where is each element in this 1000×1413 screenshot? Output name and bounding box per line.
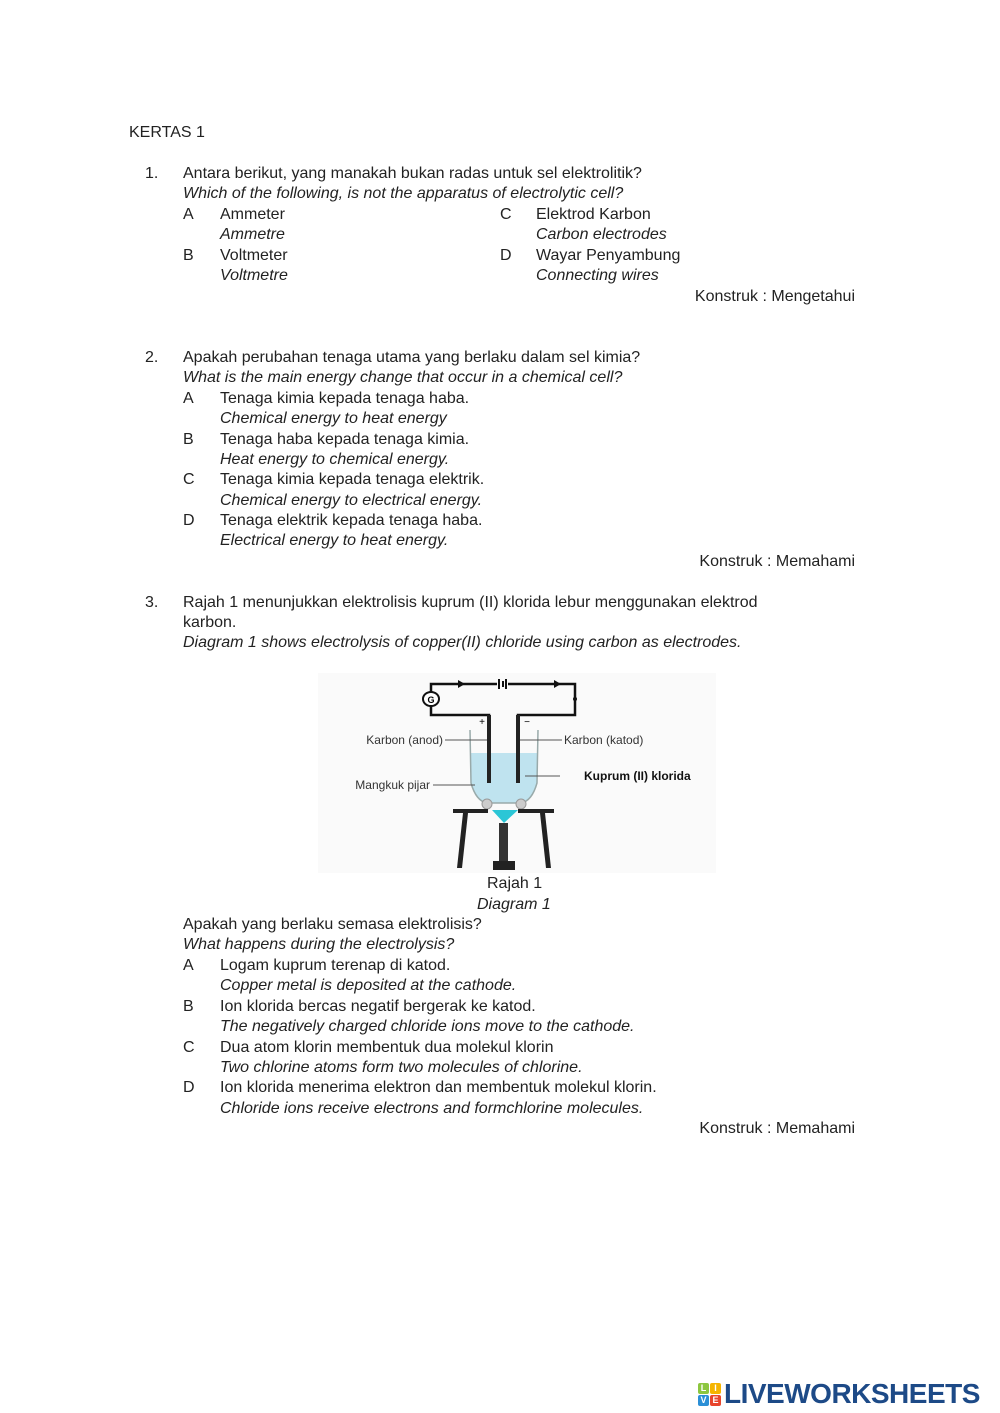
question-text-en: Which of the following, is not the apparatus of electrolytic cell?	[183, 185, 624, 202]
konstruk-label: Konstruk : Memahami	[699, 553, 855, 570]
option-a-en[interactable]: Chemical energy to heat energy	[220, 410, 447, 427]
option-b-en[interactable]: The negatively charged chloride ions move to the cathode.	[220, 1018, 635, 1035]
option-c-ms[interactable]: Tenaga kimia kepada tenaga elektrik.	[220, 471, 485, 488]
cathode-label: Karbon (katod)	[564, 733, 644, 747]
electrolysis-diagram	[318, 673, 716, 873]
badge-letter: I	[710, 1383, 721, 1394]
option-b-ms[interactable]: Voltmeter	[220, 247, 288, 264]
option-a-ms[interactable]: Logam kuprum terenap di katod.	[220, 957, 451, 974]
tripod-top	[518, 809, 554, 813]
question-number: 1.	[145, 165, 159, 182]
option-letter[interactable]: D	[183, 512, 195, 529]
diagram-caption-en: Diagram 1	[477, 896, 551, 913]
question-number: 2.	[145, 349, 159, 366]
option-c-en[interactable]: Carbon electrodes	[536, 226, 667, 243]
question-text-ms: Rajah 1 menunjukkan elektrolisis kuprum (II) klorida lebur menggunakan elektrod	[183, 594, 758, 611]
option-letter[interactable]: D	[183, 1079, 195, 1096]
logo-text: LIVEWORKSHEETS	[724, 1378, 980, 1409]
option-letter[interactable]: D	[500, 247, 512, 264]
question-text-en: What is the main energy change that occur in a chemical cell?	[183, 369, 623, 386]
option-c-ms[interactable]: Dua atom klorin membentuk dua molekul klorin	[220, 1039, 554, 1056]
crucible-label: Mangkuk pijar	[355, 778, 430, 792]
plus-sign: +	[479, 717, 485, 728]
option-a-en[interactable]: Copper metal is deposited at the cathode.	[220, 977, 517, 994]
burner-base	[493, 861, 515, 870]
option-letter[interactable]: A	[183, 957, 194, 974]
option-letter[interactable]: A	[183, 390, 194, 407]
option-letter[interactable]: C	[183, 1039, 195, 1056]
anode-label: Karbon (anod)	[366, 733, 443, 747]
anode-electrode	[487, 715, 491, 783]
option-b-en[interactable]: Heat energy to chemical energy.	[220, 451, 450, 468]
minus-sign: −	[524, 717, 530, 728]
option-letter[interactable]: B	[183, 998, 194, 1015]
option-d-ms[interactable]: Wayar Penyambung	[536, 247, 681, 264]
badge-letter: V	[698, 1395, 709, 1406]
option-letter[interactable]: C	[183, 471, 195, 488]
option-d-en[interactable]: Connecting wires	[536, 267, 659, 284]
question-stem-en: What happens during the electrolysis?	[183, 936, 455, 953]
question-text-en: Diagram 1 shows electrolysis of copper(II) chloride using carbon as electrodes.	[183, 634, 742, 651]
option-b-ms[interactable]: Tenaga haba kepada tenaga kimia.	[220, 431, 470, 448]
question-text-ms-cont: karbon.	[183, 614, 237, 631]
question-text-ms: Apakah perubahan tenaga utama yang berlaku dalam sel kimia?	[183, 349, 641, 366]
konstruk-label: Konstruk : Memahami	[699, 1120, 855, 1137]
question-stem-ms: Apakah yang berlaku semasa elektrolisis?	[183, 916, 482, 933]
option-letter[interactable]: A	[183, 206, 194, 223]
electrolyte-label: Kuprum (II) klorida	[584, 769, 691, 783]
gauze-support	[516, 799, 526, 809]
option-letter[interactable]: B	[183, 431, 194, 448]
option-d-en[interactable]: Chloride ions receive electrons and formchlorine molecules.	[220, 1100, 644, 1117]
option-d-ms[interactable]: Tenaga elektrik kepada tenaga haba.	[220, 512, 483, 529]
paper-heading: KERTAS 1	[129, 124, 205, 141]
badge-letter: E	[710, 1395, 721, 1406]
cathode-electrode	[516, 715, 520, 783]
question-number: 3.	[145, 594, 159, 611]
diagram-caption-ms: Rajah 1	[487, 875, 543, 892]
option-d-en[interactable]: Electrical energy to heat energy.	[220, 532, 449, 549]
option-c-ms[interactable]: Elektrod Karbon	[536, 206, 651, 223]
gauze-support	[482, 799, 492, 809]
logo-badge-icon	[698, 1383, 721, 1406]
tripod-top	[453, 809, 488, 813]
question-text-ms: Antara berikut, yang manakah bukan radas untuk sel elektrolitik?	[183, 165, 642, 182]
konstruk-label: Konstruk : Mengetahui	[694, 288, 855, 305]
option-b-en[interactable]: Voltmetre	[220, 267, 288, 284]
option-d-ms[interactable]: Ion klorida menerima elektron dan membentuk molekul klorin.	[220, 1079, 657, 1096]
option-a-ms[interactable]: Tenaga kimia kepada tenaga haba.	[220, 390, 470, 407]
option-c-en[interactable]: Two chlorine atoms form two molecules of chlorine.	[220, 1059, 583, 1076]
galvanometer-label: G	[427, 695, 435, 705]
option-c-en[interactable]: Chemical energy to electrical energy.	[220, 492, 483, 509]
liveworksheets-logo	[698, 1378, 980, 1410]
option-b-ms[interactable]: Ion klorida bercas negatif bergerak ke katod.	[220, 998, 536, 1015]
option-a-en[interactable]: Ammetre	[220, 226, 285, 243]
option-letter[interactable]: B	[183, 247, 194, 264]
option-letter[interactable]: C	[500, 206, 512, 223]
badge-letter: L	[698, 1383, 709, 1394]
burner-tube	[499, 823, 508, 861]
option-a-ms[interactable]: Ammeter	[220, 206, 285, 223]
electrolyte-liquid	[470, 753, 538, 803]
